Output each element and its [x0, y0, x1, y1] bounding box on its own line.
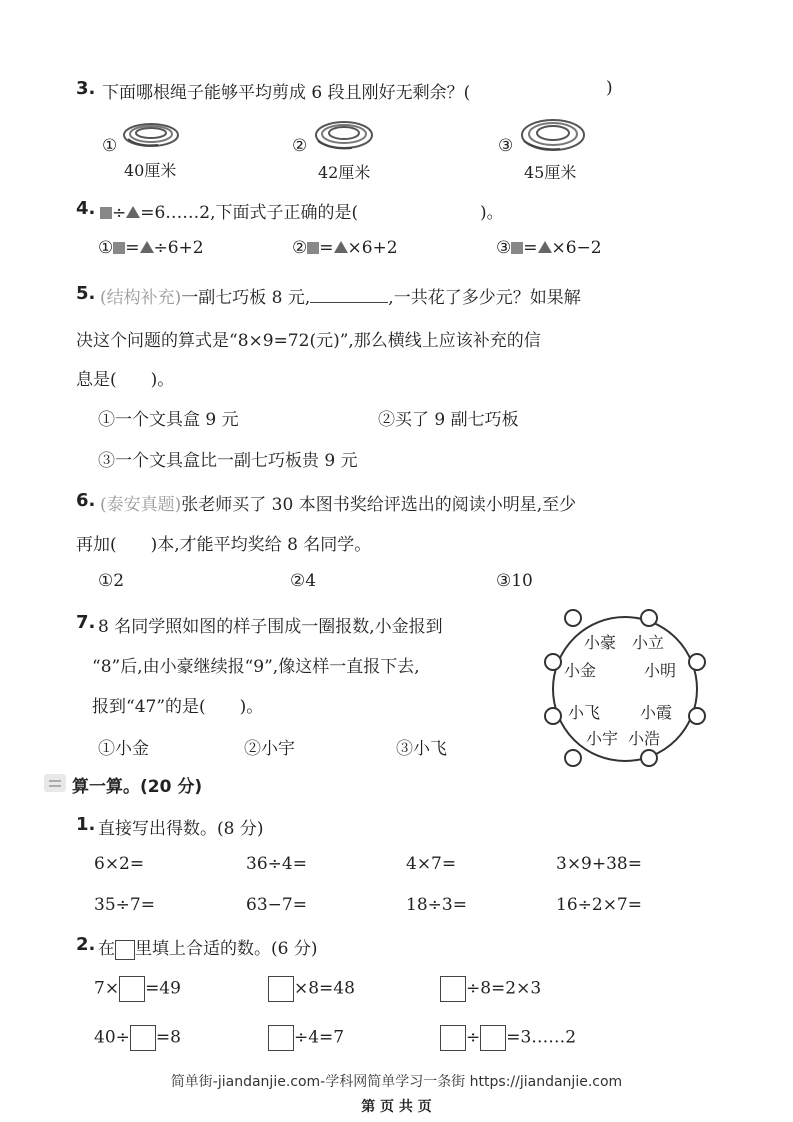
q5-line-3: 息是( )。: [76, 370, 175, 390]
calc1-r2-c1: 35÷7=: [94, 895, 155, 915]
q4-close-paren: )。: [480, 203, 504, 223]
q5-line-2: 决这个问题的算式是“8×9=72(元)”,那么横线上应该补充的信: [76, 331, 541, 351]
q5-tag: (结构补充): [100, 288, 182, 308]
square-symbol-icon: [100, 207, 112, 219]
q3-option-2-label: 42厘米: [318, 163, 371, 182]
section-list-icon: [44, 774, 66, 792]
calc1-r2-c3: 18÷3=: [406, 895, 467, 915]
q7-line-1: 8 名同学照如图的样子围成一圈报数,小金报到: [98, 617, 443, 637]
q6-option-3[interactable]: ③10: [496, 571, 533, 591]
q3-option-1-label: 40厘米: [124, 161, 177, 180]
q3-option-3-label: 45厘米: [524, 163, 577, 182]
q6-number: 6.: [76, 490, 96, 511]
q3-option-1-mark[interactable]: ①: [102, 136, 118, 156]
q7-name-xiaoli: 小立: [632, 633, 665, 652]
triangle-symbol-icon: [538, 241, 552, 253]
answer-box[interactable]: [480, 1025, 506, 1051]
calc2-r2-c3: ÷ =3……2: [440, 1025, 576, 1051]
footer-source: 简单街-jiandanjie.com-学科网简单学习一条街 https://jiandanjie.com: [170, 1074, 623, 1090]
q7-number: 7.: [76, 612, 96, 633]
q7-option-3[interactable]: ③小飞: [396, 739, 447, 759]
calc2-r2-c2: ÷4=7: [268, 1025, 344, 1051]
answer-box[interactable]: [440, 976, 466, 1002]
q7-line-3: 报到“47”的是( )。: [92, 697, 264, 717]
q4-option-2[interactable]: ② = ×6+2: [292, 238, 398, 258]
q5-option-1[interactable]: ①一个文具盒 9 元: [98, 410, 239, 430]
q7-name-xiaofei: 小飞: [568, 703, 601, 722]
section-title: 算一算。(20 分): [72, 777, 203, 797]
q6-option-1[interactable]: ①2: [98, 571, 125, 591]
calc1-r2-c4: 16÷2×7=: [556, 895, 642, 915]
q5-line-1: (结构补充)一副七巧板 8 元, ,一共花了多少元？如果解: [100, 288, 581, 308]
q6-option-2[interactable]: ②4: [290, 571, 317, 591]
calc2-number: 2.: [76, 934, 96, 955]
answer-box[interactable]: [440, 1025, 466, 1051]
q3-stem: 下面哪根绳子能够平均剪成 6 段且刚好无剩余？(: [102, 83, 471, 103]
calc2-title: 在 里填上合适的数。(6 分): [98, 939, 318, 959]
q5-option-2[interactable]: ②买了 9 副七巧板: [378, 410, 519, 430]
q7-circle-diagram: [540, 606, 710, 772]
answer-box-icon: [115, 940, 135, 960]
q6-line-2: 再加( )本,才能平均奖给 8 名同学。: [76, 535, 372, 555]
rope-40-icon: [120, 117, 182, 153]
calc2-r2-c1: 40÷ =8: [94, 1025, 181, 1051]
q7-name-xiaoxia: 小霞: [640, 703, 673, 722]
triangle-symbol-icon: [126, 206, 140, 218]
answer-box[interactable]: [268, 976, 294, 1002]
q4-stem: ÷ =6……2,下面式子正确的是(: [100, 198, 358, 223]
q6-tag: (泰安真题): [100, 495, 182, 515]
answer-box[interactable]: [268, 1025, 294, 1051]
q6-line-1: (泰安真题)张老师买了 30 本图书奖给评选出的阅读小明星,至少: [100, 495, 577, 515]
square-symbol-icon: [511, 242, 523, 254]
square-symbol-icon: [113, 242, 125, 254]
q4-number: 4.: [76, 198, 96, 219]
q7-name-xiaohao2: 小浩: [628, 729, 661, 748]
calc2-r1-c1: 7× =49: [94, 976, 181, 1002]
triangle-symbol-icon: [334, 241, 348, 253]
rope-42-icon: [312, 115, 376, 155]
q7-name-xiaoming: 小明: [644, 661, 677, 680]
calc1-r1-c2: 36÷4=: [246, 854, 307, 874]
q5-option-3[interactable]: ③一个文具盒比一副七巧板贵 9 元: [98, 451, 358, 471]
calc1-r2-c2: 63−7=: [246, 895, 307, 915]
calc1-r1-c3: 4×7=: [406, 854, 457, 874]
page-number: 第 页 共 页: [361, 1099, 432, 1115]
square-symbol-icon: [307, 242, 319, 254]
calc1-number: 1.: [76, 814, 96, 835]
q7-option-2[interactable]: ②小宇: [244, 739, 295, 759]
q3-close-paren: ): [606, 78, 613, 98]
calc1-r1-c1: 6×2=: [94, 854, 145, 874]
answer-box[interactable]: [130, 1025, 156, 1051]
q7-line-2: “8”后,由小豪继续报“9”,像这样一直报下去,: [92, 657, 420, 677]
q7-name-xiaoyu: 小宇: [586, 729, 619, 748]
triangle-symbol-icon: [140, 241, 154, 253]
calc2-r1-c2: ×8=48: [268, 976, 355, 1002]
calc2-r1-c3: ÷8=2×3: [440, 976, 541, 1002]
q4-option-1[interactable]: ① = ÷6+2: [98, 238, 204, 258]
rope-45-icon: [518, 113, 588, 157]
q3-number: 3.: [76, 78, 96, 99]
q5-number: 5.: [76, 283, 96, 304]
calc1-title: 直接写出得数。(8 分): [98, 819, 264, 839]
q7-name-xiaohao: 小豪: [584, 633, 617, 652]
q4-option-3[interactable]: ③ = ×6−2: [496, 238, 602, 258]
calc1-r1-c4: 3×9+38=: [556, 854, 642, 874]
q3-option-3-mark[interactable]: ③: [498, 136, 514, 156]
q3-option-2-mark[interactable]: ②: [292, 136, 308, 156]
q7-name-xiaojin: 小金: [564, 661, 597, 680]
q7-option-1[interactable]: ①小金: [98, 739, 149, 759]
answer-box[interactable]: [119, 976, 145, 1002]
q5-answer-blank[interactable]: [310, 288, 388, 303]
